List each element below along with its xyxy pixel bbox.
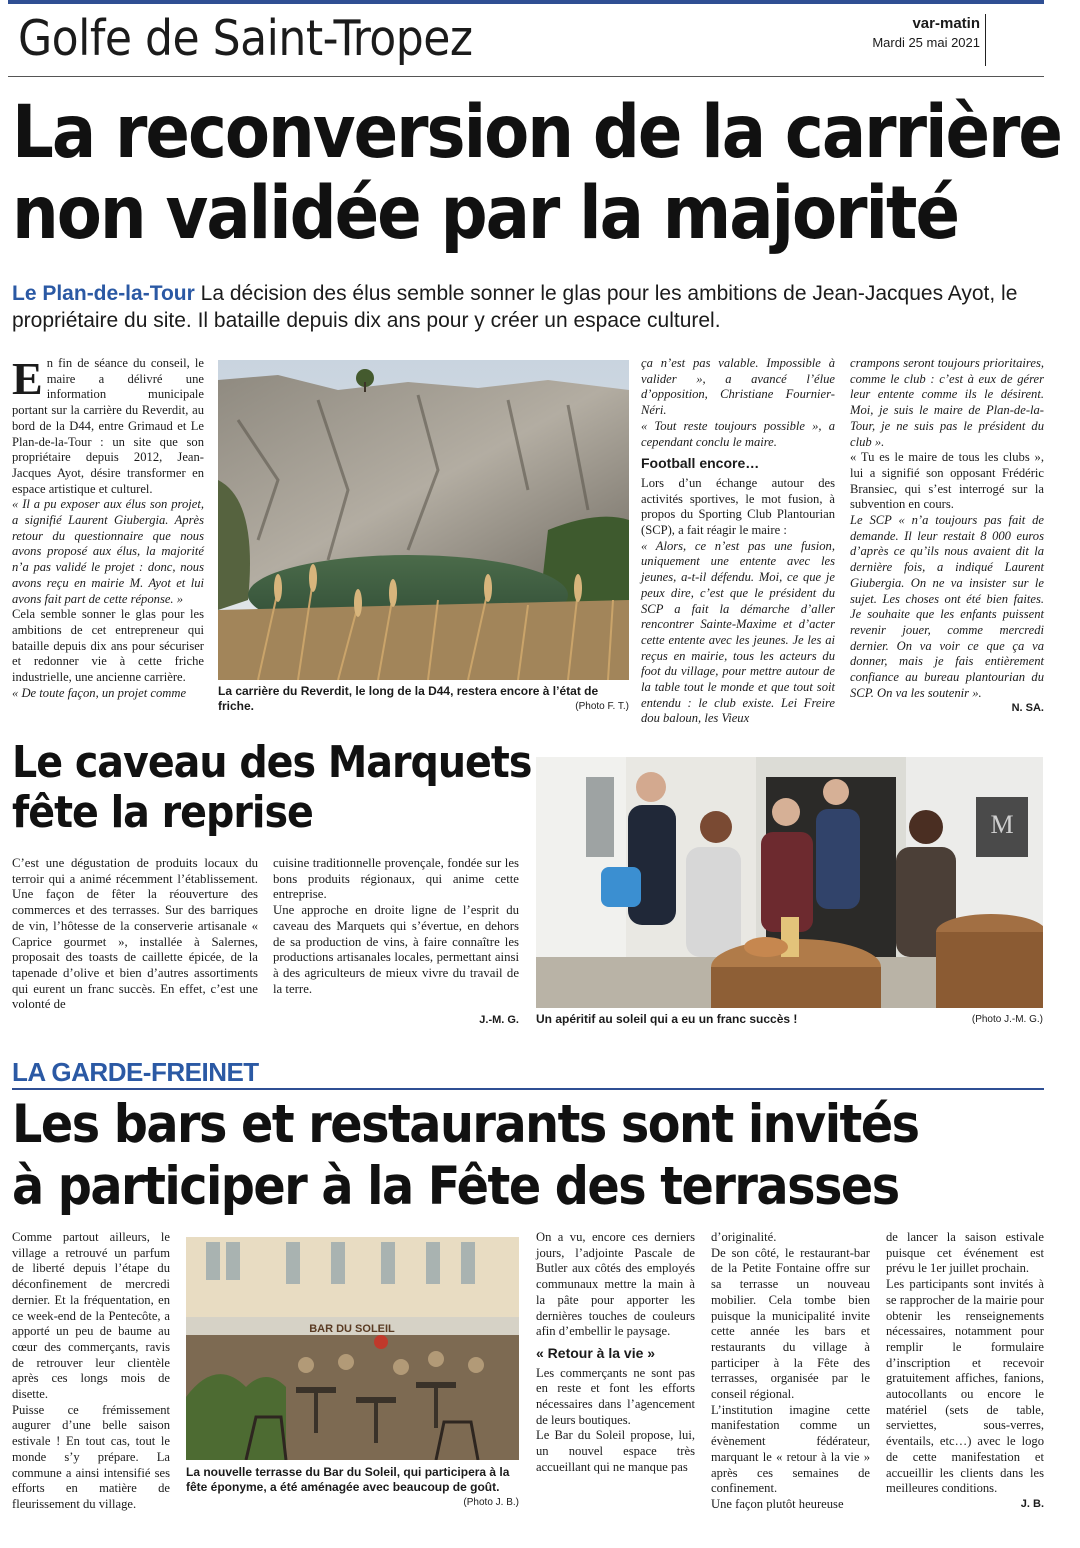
section-title: Golfe de Saint-Tropez	[18, 10, 473, 67]
article3-headline	[12, 1094, 919, 1218]
article1-col4-p2: « Tu es le maire de tous les clubs », lui a signifié son opposant Frédéric Bransiec, qui s’est interrogé sur la subvention en cours.	[850, 450, 1044, 512]
article2-headline-line2: fête la reprise	[12, 787, 313, 838]
article3-col1-p1: Comme partout ailleurs, le village a retrouvé un parfum de liberté depuis l’étape du déconfinement de mercredi dernier. Et la fréquentation, en ce week-end de la Pentecôte, a apporté un peu de baume au cœur des commerçants, ravis de retrouver leur clientèle après ces longs mois de disette.	[12, 1230, 170, 1402]
article3-col3-p3: Le Bar du Soleil propose, lui, un nouvel espace très accueillant qui ne manque pas	[536, 1428, 695, 1474]
article1-col4	[850, 356, 1044, 717]
article2-col1-text: C’est une dégustation de produits locaux du terroir qui a animé récemment l’établissement. Une façon de fêter la réouverture des commerces et des terrasses. Sur des barriques de vin, l’hôtesse de la conserverie artisanale « Caprice gourmet », installée à Salernes, proposait des toasts de caillette épicée, de la tapenade d’olive et bien d’autres assortiments qui eurent un franc succès. En effet, c’est une volonté de	[12, 856, 258, 1012]
tasting-photo	[536, 757, 1043, 1008]
terrace-photo-caption	[186, 1465, 519, 1510]
article3-headline-line2: à participer à la Fête des terrasses	[12, 1156, 899, 1217]
article3-headline-line1: Les bars et restaurants sont invités	[12, 1094, 919, 1155]
article1-lead	[12, 280, 1042, 334]
article3-col3-p1: On a vu, encore ces derniers jours, l’adjointe Pascale de Butler aux côtés des employés communaux mettre la main à la pâte pour apporter les dernières touches de couleurs afin d’embellir le paysage.	[536, 1230, 695, 1339]
article3-kicker-rule	[12, 1088, 1044, 1090]
masthead-divider	[985, 14, 986, 66]
article3-col1	[12, 1230, 170, 1513]
drop-cap: E	[12, 353, 43, 404]
article1-col1-p1: n fin de séance du conseil, le maire a délivré une information municipale portant sur la carrière du Reverdit, au bord de la D44, entre Grimaud et Le Plan-de-la-Tour : un site que son propriétaire depuis 2012, Jean-Jacques Ayot, désire transformer en espace artistique et culturel.	[12, 356, 204, 496]
article1-col3-p2: « Tout reste toujours possible », a cependant conclu le maire.	[641, 418, 835, 449]
article1-signature: N. SA.	[1011, 702, 1044, 715]
paper-name: var-matin	[912, 15, 980, 32]
article2-col1	[12, 856, 258, 1013]
bar-sign-text: BAR DU SOLEIL	[309, 1323, 395, 1335]
article3-col4-p3: L’institution imagine cette manifestation comme un évènement fédérateur, marquant le « retour à la vie » après ces semaines de confinement.	[711, 1402, 870, 1496]
article3-subhead: « Retour à la vie »	[536, 1344, 656, 1361]
article3-col4	[711, 1230, 870, 1513]
article2-col2-p2: Une approche en droite ligne de l’esprit du caveau des Marquets qui s’évertue, en dehors de sa production de vins, à faire connaître les productions artisanales locales, permettant ainsi à des agriculteurs de mieux vivre du travail de la terre.	[273, 903, 519, 996]
article1-col3-p3: Lors d’un échange autour des activités sportives, le mot fusion, à propos du Sporting Club Plantourian (SCP), a fait réagir le maire :	[641, 475, 835, 538]
article1-lead-text: La décision des élus semble sonner le glas pour les ambitions de Jean-Jacques Ayot, le propriétaire du site. Il bataille depuis dix ans pour y créer un espace culturel.	[12, 282, 1018, 332]
article3-col4-p4: Une façon plutôt heureuse	[711, 1496, 844, 1511]
article3-col3-p2: Les commerçants ne sont pas en reste et font les efforts nécessaires dans l’agencement de leurs boutiques.	[536, 1365, 695, 1427]
quarry-photo-credit: (Photo F. T.)	[575, 701, 629, 712]
article3-col3	[536, 1230, 695, 1476]
article1-col4-p3: Le SCP « n’a toujours pas fait de demande. Il leur restait 8 000 euros d’après ce qu’ils nous avaient dit la dernière fois, a indiqué Laurent Giubergia. On ne va insister sur le sujet. Les choses ont été bien faites. Je souhaite que les enfants puissent revenir jouer, comme mercredi dernier. On va voir ce que ça va donner, mais je fais entièrement confiance au bureau plantourian du SCP. On va les soutenir ».	[850, 513, 1044, 700]
quarry-photo-caption	[218, 684, 629, 714]
issue-date: Mardi 25 mai 2021	[872, 35, 980, 50]
article3-signature: J. B.	[1020, 1497, 1044, 1510]
article3-col5-p1: de lancer la saison estivale puisque cet événement est prévu le 1er juillet prochain.	[886, 1230, 1044, 1276]
article1-col3-p4: « Alors, ce n’est pas une fusion, uniquement une entente avec les jeunes, a-t-il défendu. Moi, ce que je peux dire, c’est que le président du SCP a fait la démarche d’aller rencontrer Sainte-Maxime et d’acter cette entente avec les jeunes. Je les ai reçus en mairie, tous les acteurs du foot du village, pour mettre autour de la table tout le monde et que tout soit entendu : le club existe. Lei Freire dou baloun, les Vieux	[641, 538, 835, 726]
tasting-photo-caption	[536, 1012, 1043, 1027]
article1-col4-p1: crampons seront toujours prioritaires, comme le club : c’est à eux de gérer leur entente comme ils le désirent. Moi, je suis le maire de Plan-de-la-Tour, je ne suis pas le président du club ».	[850, 356, 1044, 449]
article3-col1-p2: Puisse ce frémissement augurer d’une belle saison estivale ! En tout cas, tout le monde s’y prépare. La commune a ainsi intensifié ses efforts en matière de fleurissement du village.	[12, 1402, 170, 1511]
terrace-photo	[186, 1237, 519, 1460]
article3-col4-p1: d’originalité.	[711, 1230, 777, 1244]
article1-col1-p4: « De toute façon, un projet comme	[12, 685, 187, 700]
terrace-caption-text: La nouvelle terrasse du Bar du Soleil, qui participera à la fête éponyme, a été aménagée avec beaucoup de goût.	[186, 1465, 510, 1494]
article2-signature: J.-M. G.	[479, 1014, 519, 1026]
article1-col1	[12, 353, 204, 701]
article1-kicker: Le Plan-de-la-Tour	[12, 282, 195, 305]
terrace-photo-credit: (Photo J. B.)	[463, 1497, 519, 1508]
tasting-photo-credit: (Photo J.-M. G.)	[971, 1014, 1043, 1025]
article1-col1-p2: « Il a pu exposer aux élus son projet, a signifié Laurent Giubergia. Après retour du questionnaire que nous avons proposé aux élus, la majorité n’a pas validé le projet : donc, nous avons reçu en mairie M. Ayot et lui avons fait part de cette réponse. »	[12, 497, 204, 606]
tasting-caption-text: Un apéritif au soleil qui a eu un franc succès !	[536, 1012, 798, 1026]
quarry-photo	[218, 360, 629, 680]
article3-col5-p2: Les participants sont invités à se rapprocher de la mairie pour obtenir les renseignements nécessaires, notamment pour remplir le formulaire d’inscription et recevoir gratuitement affiches, fanions, autocollants ou encore le matériel (sets de table, serviettes, sous-verres, éventails, etc…) avec le logo de cette manifestation et accueillir les clients dans les meilleures conditions.	[886, 1277, 1044, 1496]
article3-col4-p2: De son côté, le restaurant-bar de la Petite Fontaine offre sur sa terrasse un nouveau mobilier. Cela tombe bien puisque la municipalité invite cette année les bars et restaurants du village à participer à la Fête des terrasses, organisée par le conseil régional.	[711, 1245, 870, 1402]
top-color-bar	[8, 0, 1044, 4]
article2-col2-p1: cuisine traditionnelle provençale, fondée sur les bons produits régionaux, qui anime cette entreprise.	[273, 856, 519, 902]
quarry-caption-text: La carrière du Reverdit, le long de la D44, restera encore à l’état de friche.	[218, 684, 599, 713]
article1-subhead: Football encore…	[641, 455, 760, 472]
article2-col2	[273, 856, 519, 997]
article1-headline-line1: La reconversion de la carrière	[12, 90, 1061, 175]
article1-col3-p1: ça n’est pas valable. Impossible à valider », a avancé l’élue d’opposition, Christiane Fournier-Néri.	[641, 356, 835, 418]
article3-kicker: LA GARDE-FREINET	[12, 1057, 259, 1087]
masthead	[872, 14, 980, 52]
article2-headline	[12, 738, 531, 838]
svg-text:M: M	[990, 810, 1014, 839]
article1-col3	[641, 356, 835, 727]
article1-col1-p3: Cela semble sonner le glas pour les ambitions de cet entrepreneur qui bataille depuis dix ans pour sécuriser et redonner vie à cette friche industrielle, une ancienne carrière.	[12, 607, 204, 685]
article1-headline	[12, 92, 1061, 254]
header-rule	[8, 76, 1044, 77]
article3-col5	[886, 1230, 1044, 1513]
article2-headline-line1: Le caveau des Marquets	[12, 737, 532, 788]
article1-headline-line2: non validée par la majorité	[12, 171, 959, 256]
